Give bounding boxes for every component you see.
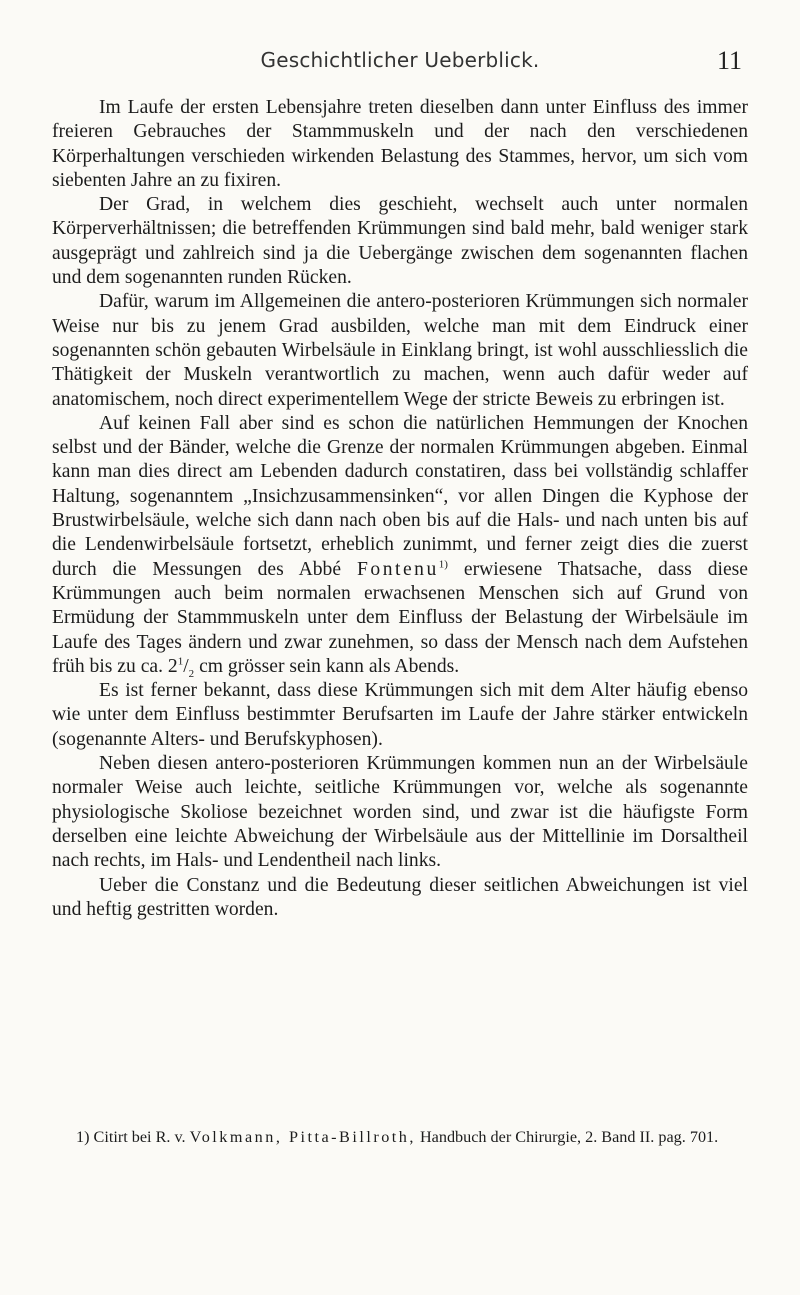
paragraph-7: Ueber die Constanz und die Bedeutung dieser seitlichen Abweichungen ist viel und heftig gestritten worden.: [52, 874, 748, 920]
paragraph-1: Im Laufe der ersten Lebensjahre treten dieselben dann unter Einfluss des immer freieren Gebrauches der Stammmuskeln und der nach den verschiedenen Körperhaltungen verschieden wirkenden Belastung des Stammes, hervor, um sich vom siebenten Jahre an zu fixiren.: [52, 97, 748, 191]
author-name-fontenu: Fontenu: [357, 558, 439, 580]
footnote-author: Volkmann, Pitta-Billroth,: [189, 1128, 416, 1146]
page-number: 11: [716, 46, 742, 75]
paragraph-4-part-1: Auf keinen Fall aber sind es schon die natürlichen Hemmungen der Knochen selbst und der Bänder, welche die Grenze der normalen Krümmungen abgeben. Einmal kann man dies direct am Lebenden dadurch constatiren, dass bei vollständig schlaffer Haltung, sogenanntem „Insichzusammensinken“, vor allen Dingen die Kyphose der Brustwirbelsäule, welche sich dann nach oben bis auf die Hals- und nach unten bis auf die Lendenwirbelsäule fortsetzt, erheblich zunimmt, und ferner zeigt dies die zuerst durch die Messungen des Abbé: [52, 412, 748, 580]
body-text: [52, 96, 748, 922]
measurement-fraction: $2^1/_2$: [167, 655, 195, 680]
footnote-rest: Handbuch der Chirurgie, 2. Band II. pag. 701.: [419, 1128, 719, 1146]
running-head: [0, 48, 800, 78]
paragraph-2: Der Grad, in welchem dies geschieht, wechselt auch unter normalen Körperverhältnissen; die betreffenden Krümmungen sind bald mehr, bald weniger stark ausgeprägt und zahlreich sind ja die Uebergänge zwischen dem sogenannten flachen und dem sogenannten runden Rücken.: [52, 194, 748, 289]
footnote-reference: 1): [438, 558, 448, 571]
running-title: Geschichtlicher Ueberblick.: [260, 48, 540, 72]
fraction-numerator: 1: [177, 655, 184, 668]
footnote-lead: Citirt bei R. v.: [93, 1128, 186, 1146]
footnote-1: [52, 1127, 748, 1148]
paragraph-4: [52, 412, 748, 679]
paragraph-4-part-2: erwiesene Thatsache, dass diese Krümmungen auch beim normalen erwachsenen Menschen sich auf Grund von Ermüdung der Stammmuskeln unter dem Einfluss der Belastung der Wirbelsäule im Laufe des Tages ändern und zwar zunehmen, so dass der Mensch nach dem Aufstehen früh bis zu ca.: [52, 558, 748, 677]
paragraph-5: Es ist ferner bekannt, dass diese Krümmungen sich mit dem Alter häufig ebenso wie unter dem Einfluss bestimmter Berufsarten im Laufe der Jahre stärker entwickeln (sogenannte Alters- und Berufskyphosen).: [52, 680, 748, 750]
paragraph-3: Dafür, warum im Allgemeinen die antero-posterioren Krümmungen sich normaler Weise nur bis zu jenem Grad ausbilden, welche man mit dem Eindruck einer sogenannten schön gebauten Wirbelsäule in Einklang bringt, ist wohl ausschliesslich die Thätigkeit der Muskeln verantwortlich zu machen, wenn auch dafür weder auf anatomischem, noch direct experimentellem Wege der stricte Beweis zu erbringen ist.: [52, 291, 748, 410]
paragraph-6: Neben diesen antero-posterioren Krümmungen kommen nun an der Wirbelsäule normaler Weise auch leichte, seitliche Krümmungen vor, welche als sogenannte physiologische Skoliose bezeichnet worden sind, und zwar ist die häufigste Form derselben eine leichte Abweichung der Wirbelsäule aus der Mittellinie im Dorsaltheil nach rechts, im Hals- und Lendentheil nach links.: [52, 753, 748, 872]
footnote-mark: 1): [76, 1128, 90, 1146]
fraction-denominator: 2: [188, 667, 195, 680]
paragraph-4-part-3: cm grösser sein kann als Abends.: [199, 655, 460, 677]
footnotes: [52, 1127, 748, 1148]
fraction-whole: 2: [167, 655, 178, 677]
